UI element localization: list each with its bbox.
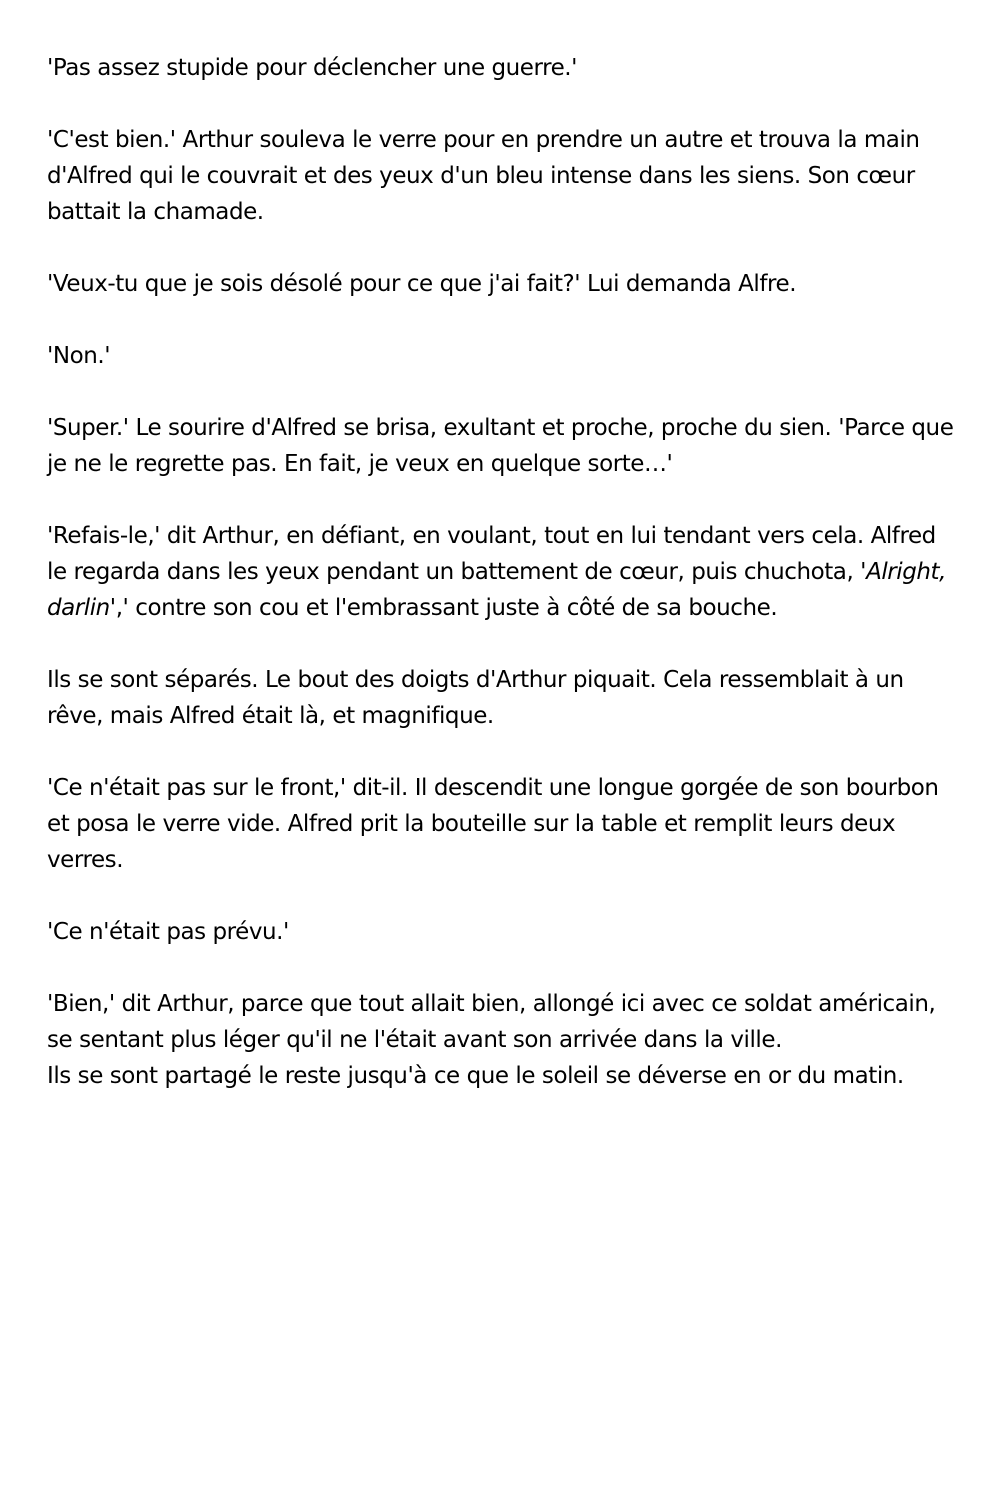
paragraph-11: Ils se sont partagé le reste jusqu'à ce que le soleil se déverse en or du matin. (47, 1063, 904, 1089)
paragraph-9: 'Ce n'était pas prévu.' (47, 919, 289, 945)
paragraph-4: 'Non.' (47, 343, 111, 369)
paragraph-1: 'Pas assez stupide pour déclencher une guerre.' (47, 55, 578, 81)
document-page (47, 50, 962, 1130)
paragraph-10: 'Bien,' dit Arthur, parce que tout allait bien, allongé ici avec ce soldat américain, se sentant plus léger qu'il ne l'était avant son arrivée dans la ville. (47, 991, 936, 1053)
paragraph-7: Ils se sont séparés. Le bout des doigts d'Arthur piquait. Cela ressemblait à un rêve, mais Alfred était là, et magnifique. (47, 667, 904, 729)
paragraph-3: 'Veux-tu que je sois désolé pour ce que j'ai fait?' Lui demanda Alfre. (47, 271, 797, 297)
paragraph-2: 'C'est bien.' Arthur souleva le verre pour en prendre un autre et trouva la main d'Alfred qui le couvrait et des yeux d'un bleu intense dans les siens. Son cœur battait la chamade. (47, 127, 920, 225)
paragraph-6-before: 'Refais-le,' dit Arthur, en défiant, en voulant, tout en lui tendant vers cela. Alfred le regarda dans les yeux pendant un battement de cœur, puis chuchota, ' (47, 523, 936, 585)
paragraph-6-after: ,' contre son cou et l'embrassant juste à côté de sa bouche. (115, 595, 778, 621)
paragraph-8: 'Ce n'était pas sur le front,' dit-il. Il descendit une longue gorgée de son bourbon et posa le verre vide. Alfred prit la bouteille sur la table et remplit leurs deux verres. (47, 775, 939, 873)
paragraph-6-italic: Alright, darlin' (47, 559, 946, 621)
paragraph-6 (47, 518, 962, 626)
paragraph-5: 'Super.' Le sourire d'Alfred se brisa, exultant et proche, proche du sien. 'Parce que je ne le regrette pas. En fait, je veux en quelque sorte…' (47, 415, 954, 477)
